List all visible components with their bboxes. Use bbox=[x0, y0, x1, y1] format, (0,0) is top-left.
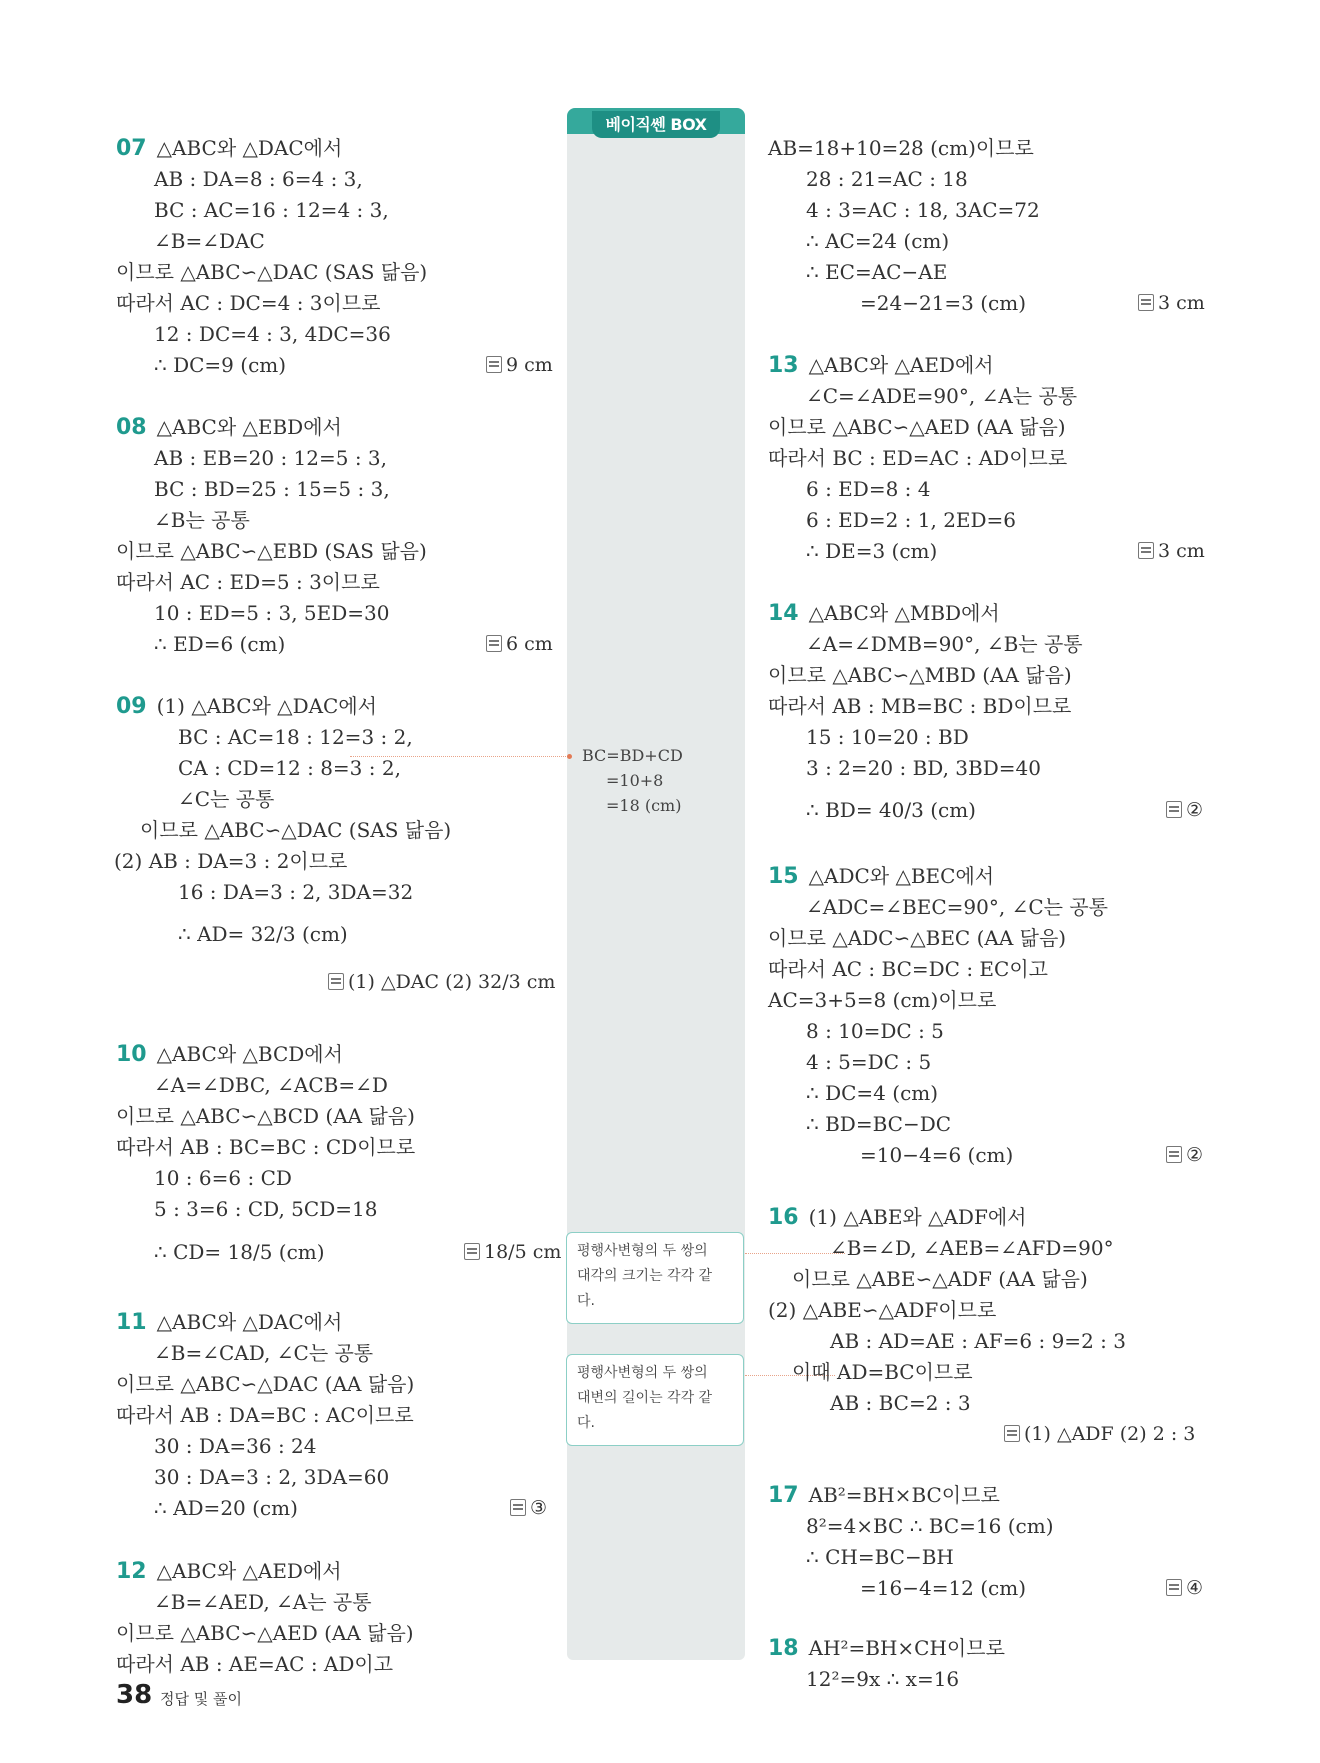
problem-15-heading: 15 △ADC와 △BEC에서 bbox=[768, 864, 995, 889]
solution-line: 8²=4×BC ∴ BC=16 (cm) bbox=[806, 1514, 1054, 1538]
tip-line: 평행사변형의 두 쌍의 bbox=[577, 1243, 708, 1259]
footer-label: 정답 및 풀이 bbox=[160, 1690, 242, 1708]
problem-number: 08 bbox=[116, 415, 147, 440]
solution-line: 30 : DA=36 : 24 bbox=[154, 1434, 317, 1458]
problem-number: 13 bbox=[768, 353, 799, 378]
answer-icon bbox=[1166, 801, 1182, 818]
solution-line: 4 : 3=AC : 18, 3AC=72 bbox=[806, 198, 1040, 222]
solution-line: (2) AB : DA=3 : 2이므로 bbox=[114, 849, 348, 873]
solution-line: 3 : 2=20 : BD, 3BD=40 bbox=[806, 756, 1041, 780]
answer-12: 3 cm bbox=[1138, 289, 1205, 317]
solution-line: 10 : 6=6 : CD bbox=[154, 1166, 292, 1190]
tip-line: 대변의 길이는 각각 같 bbox=[577, 1390, 713, 1406]
side-calc-line: =18 (cm) bbox=[606, 796, 682, 815]
answer-icon bbox=[1138, 294, 1154, 311]
solution-line: 16 : DA=3 : 2, 3DA=32 bbox=[178, 880, 414, 904]
solution-line: 12 : DC=4 : 3, 4DC=36 bbox=[154, 322, 391, 346]
solution-line: ∴ DE=3 (cm) bbox=[806, 539, 938, 563]
problem-number: 14 bbox=[768, 601, 799, 626]
solution-line: AB : BC=2 : 3 bbox=[830, 1391, 971, 1415]
solution-line: AB : EB=20 : 12=5 : 3, bbox=[154, 446, 388, 470]
problem-number: 16 bbox=[768, 1205, 799, 1230]
solution-line: ∠A=∠DBC, ∠ACB=∠D bbox=[154, 1073, 388, 1097]
solution-line: 15 : 10=20 : BD bbox=[806, 725, 969, 749]
page-number: 38 bbox=[116, 1680, 153, 1710]
solution-line: ∠B는 공통 bbox=[154, 508, 250, 532]
answer-16: (1) △ADF (2) 2 : 3 bbox=[1004, 1420, 1195, 1448]
answer-17: ④ bbox=[1166, 1574, 1203, 1602]
solution-line: 이므로 △ABC∽△BCD (AA 닮음) bbox=[116, 1104, 415, 1128]
connector-line bbox=[350, 756, 570, 757]
tip-line: 대각의 크기는 각각 같 bbox=[577, 1268, 713, 1284]
solution-line: 따라서 AB : BC=BC : CD이므로 bbox=[116, 1135, 416, 1159]
solution-line: BC : AC=16 : 12=4 : 3, bbox=[154, 198, 389, 222]
problem-number: 10 bbox=[116, 1042, 147, 1067]
solution-line: ∴ DC=4 (cm) bbox=[806, 1081, 939, 1105]
solution-line: ∴ AC=24 (cm) bbox=[806, 229, 950, 253]
answer-icon bbox=[510, 1499, 526, 1516]
solution-line: 따라서 AC : BC=DC : EC이고 bbox=[768, 957, 1048, 981]
solution-line: ∴ DC=9 (cm) bbox=[154, 353, 287, 377]
answer-icon bbox=[328, 973, 344, 990]
solution-line: 이때 AD=BC이므로 bbox=[792, 1360, 973, 1384]
tip-line: 평행사변형의 두 쌍의 bbox=[577, 1365, 708, 1381]
solution-line: ∠ADC=∠BEC=90°, ∠C는 공통 bbox=[806, 895, 1108, 919]
solution-line: 4 : 5=DC : 5 bbox=[806, 1050, 932, 1074]
answer-09: (1) △DAC (2) 32/3 cm bbox=[328, 968, 555, 996]
problem-13-heading: 13 △ABC와 △AED에서 bbox=[768, 353, 994, 378]
solution-line: AB : DA=8 : 6=4 : 3, bbox=[154, 167, 363, 191]
solution-line: 이므로 △ABE∽△ADF (AA 닮음) bbox=[792, 1267, 1088, 1291]
solution-line: ∠C는 공통 bbox=[178, 787, 275, 811]
solution-line: ∴ ED=6 (cm) bbox=[154, 632, 286, 656]
solution-line: 이므로 △ABC∽△DAC (SAS 닮음) bbox=[116, 260, 428, 284]
solution-line: BC : BD=25 : 15=5 : 3, bbox=[154, 477, 390, 501]
solution-line: ∴ BD= 40/3 (cm) bbox=[806, 798, 976, 822]
answer-icon bbox=[464, 1243, 480, 1260]
solution-line: BC : AC=18 : 12=3 : 2, bbox=[178, 725, 413, 749]
problem-07-heading: 07 △ABC와 △DAC에서 bbox=[116, 136, 343, 161]
problem-18-heading: 18 AH²=BH×CH이므로 bbox=[768, 1636, 1005, 1661]
solution-line: =16−4=12 (cm) bbox=[860, 1576, 1027, 1600]
answer-icon bbox=[1138, 542, 1154, 559]
answer-icon bbox=[1166, 1579, 1182, 1596]
solution-line: ∴ CH=BC−BH bbox=[806, 1545, 954, 1569]
box-label: 베이직쎈 BOX bbox=[592, 111, 720, 138]
solution-line: =10−4=6 (cm) bbox=[860, 1143, 1014, 1167]
side-calc-line: =10+8 bbox=[606, 771, 664, 790]
problem-10-heading: 10 △ABC와 △BCD에서 bbox=[116, 1042, 343, 1067]
answer-13: 3 cm bbox=[1138, 537, 1205, 565]
tip-box-angles bbox=[566, 1232, 744, 1324]
solution-line: ∠A=∠DMB=90°, ∠B는 공통 bbox=[806, 632, 1083, 656]
solution-line: ∠C=∠ADE=90°, ∠A는 공통 bbox=[806, 384, 1078, 408]
solution-line: 따라서 AB : DA=BC : AC이므로 bbox=[116, 1403, 414, 1427]
answer-icon bbox=[486, 356, 502, 373]
solution-line: 이므로 △ABC∽△MBD (AA 닮음) bbox=[768, 663, 1072, 687]
problem-11-heading: 11 △ABC와 △DAC에서 bbox=[116, 1310, 343, 1335]
solution-line: 따라서 AC : DC=4 : 3이므로 bbox=[116, 291, 381, 315]
tip-box-sides bbox=[566, 1354, 744, 1446]
tip-line: 다. bbox=[577, 1415, 595, 1431]
solution-line: 이므로 △ABC∽△EBD (SAS 닮음) bbox=[116, 539, 427, 563]
solution-line: ∠B=∠CAD, ∠C는 공통 bbox=[154, 1341, 374, 1365]
answer-icon bbox=[1004, 1425, 1020, 1442]
solution-line: CA : CD=12 : 8=3 : 2, bbox=[178, 756, 401, 780]
solution-line: 12²=9x ∴ x=16 bbox=[806, 1667, 960, 1691]
solution-line: ∴ BD=BC−DC bbox=[806, 1112, 952, 1136]
solution-line: 따라서 BC : ED=AC : AD이므로 bbox=[768, 446, 1068, 470]
solution-line: 따라서 AB : AE=AC : AD이고 bbox=[116, 1652, 394, 1676]
solution-line: 6 : ED=8 : 4 bbox=[806, 477, 931, 501]
connector-dot bbox=[567, 754, 572, 759]
problem-number: 15 bbox=[768, 864, 799, 889]
solution-line: ∴ EC=AC−AE bbox=[806, 260, 948, 284]
solution-line: (2) △ABE∽△ADF이므로 bbox=[768, 1298, 997, 1322]
solution-line: AC=3+5=8 (cm)이므로 bbox=[768, 988, 997, 1012]
solution-line: 28 : 21=AC : 18 bbox=[806, 167, 968, 191]
solution-line: 이므로 △ABC∽△AED (AA 닮음) bbox=[116, 1621, 414, 1645]
answer-14: ② bbox=[1166, 796, 1203, 824]
problem-number: 18 bbox=[768, 1636, 799, 1661]
problem-number: 11 bbox=[116, 1310, 147, 1335]
solution-line: 30 : DA=3 : 2, 3DA=60 bbox=[154, 1465, 390, 1489]
solution-line: AB=18+10=28 (cm)이므로 bbox=[768, 136, 1034, 160]
solution-line: ∴ CD= 18/5 (cm) bbox=[154, 1240, 325, 1264]
answer-08: 6 cm bbox=[486, 630, 553, 658]
problem-number: 17 bbox=[768, 1483, 799, 1508]
solution-line: AB : AD=AE : AF=6 : 9=2 : 3 bbox=[830, 1329, 1126, 1353]
solution-line: 이므로 △ABC∽△AED (AA 닮음) bbox=[768, 415, 1066, 439]
problem-14-heading: 14 △ABC와 △MBD에서 bbox=[768, 601, 1000, 626]
answer-icon bbox=[1166, 1146, 1182, 1163]
problem-12-heading: 12 △ABC와 △AED에서 bbox=[116, 1559, 342, 1584]
solution-line: 10 : ED=5 : 3, 5ED=30 bbox=[154, 601, 390, 625]
problem-08-heading: 08 △ABC와 △EBD에서 bbox=[116, 415, 342, 440]
problem-16-heading: 16 (1) △ABE와 △ADF에서 bbox=[768, 1205, 1027, 1230]
solution-line: 6 : ED=2 : 1, 2ED=6 bbox=[806, 508, 1017, 532]
tip-line: 다. bbox=[577, 1293, 595, 1309]
problem-17-heading: 17 AB²=BH×BC이므로 bbox=[768, 1483, 1000, 1508]
problem-number: 12 bbox=[116, 1559, 147, 1584]
solution-line: 이므로 △ADC∽△BEC (AA 닮음) bbox=[768, 926, 1067, 950]
solution-line: 이므로 △ABC∽△DAC (AA 닮음) bbox=[116, 1372, 415, 1396]
problem-number: 07 bbox=[116, 136, 147, 161]
solution-line: ∠B=∠D, ∠AEB=∠AFD=90° bbox=[830, 1236, 1114, 1260]
solution-line: 5 : 3=6 : CD, 5CD=18 bbox=[154, 1197, 378, 1221]
problem-number: 09 bbox=[116, 694, 147, 719]
solution-line: =24−21=3 (cm) bbox=[860, 291, 1027, 315]
solution-line: ∠B=∠AED, ∠A는 공통 bbox=[154, 1590, 372, 1614]
solution-line: 따라서 AC : ED=5 : 3이므로 bbox=[116, 570, 380, 594]
answer-icon bbox=[486, 635, 502, 652]
solution-line: ∠B=∠DAC bbox=[154, 229, 265, 253]
solution-line: 따라서 AB : MB=BC : BD이므로 bbox=[768, 694, 1072, 718]
solution-line: ∴ AD=20 (cm) bbox=[154, 1496, 298, 1520]
answer-11: ③ bbox=[510, 1494, 547, 1522]
solution-line: ∴ AD= 32/3 (cm) bbox=[178, 922, 348, 946]
answer-10: 18/5 cm bbox=[464, 1238, 561, 1266]
solution-line: 이므로 △ABC∽△DAC (SAS 닮음) bbox=[140, 818, 452, 842]
answer-15: ② bbox=[1166, 1141, 1203, 1169]
answer-07: 9 cm bbox=[486, 351, 553, 379]
solution-line: 8 : 10=DC : 5 bbox=[806, 1019, 944, 1043]
problem-09-heading: 09 (1) △ABC와 △DAC에서 bbox=[116, 694, 377, 719]
side-calc-line: BC=BD+CD bbox=[582, 746, 683, 765]
